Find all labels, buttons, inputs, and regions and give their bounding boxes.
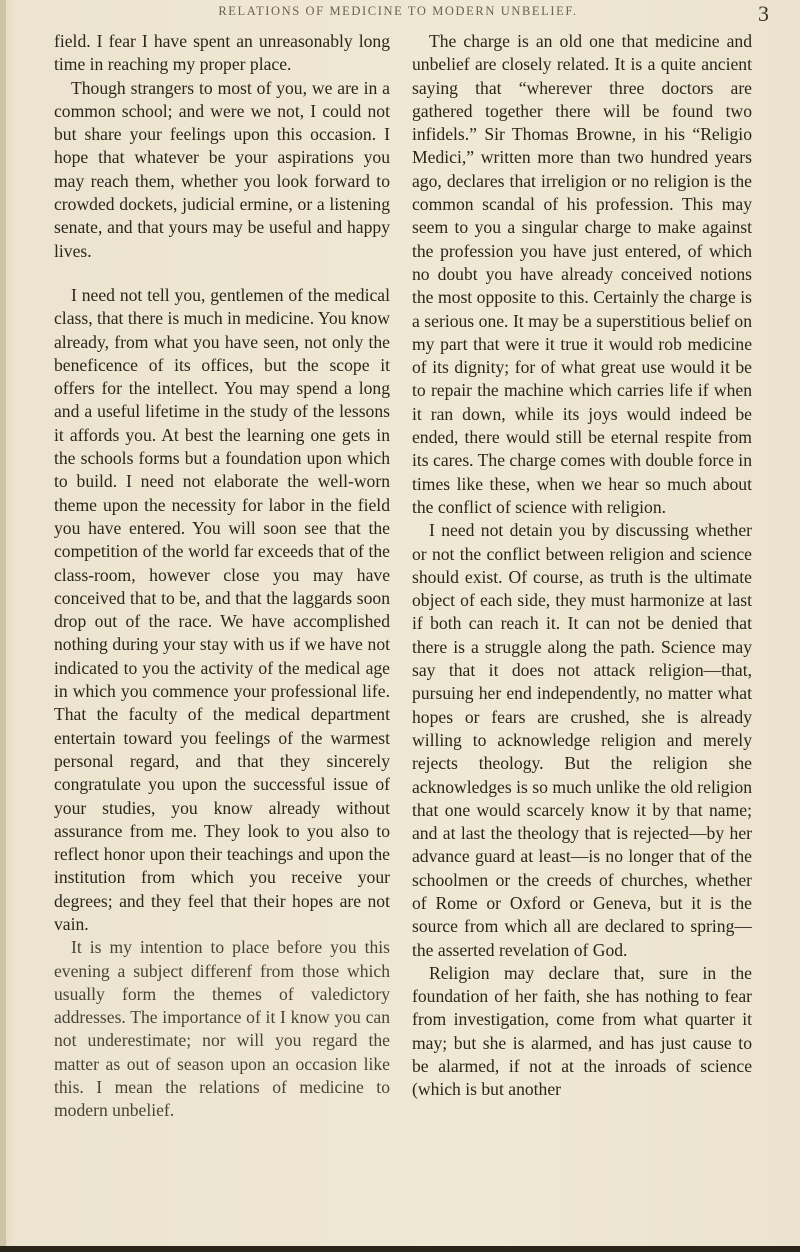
paragraph: I need not detain you by discussing whether or not the conflict between religion and science should exist. Of course, as truth is the ultimate object of each side, they must harmonize at last if both can reach it. It can not be denied that there is a struggle along the path. Science may say that it does not attack religion—that, pursuing her end independently, no matter what hopes or fears are crushed, she is already willing to acknowledge religion and merely rejects theology. But the religion she acknowledges is so much unlike the old religion that one would scarcely know it by that name; and at last the theology that is rejected—by her advance guard at least—is no longer that of the schoolmen or the creeds of churches, whether of Rome or Oxford or Geneva, but it is the source from which all are declared to spring—the asserted revelation of God. bbox=[412, 520, 752, 960]
paragraph: Though strangers to most of you, we are in a common school; and were we not, I could not but share your feelings upon this occasion. I hope that whatever be your aspirations you may reach them, whether you look forward to crowded dockets, judicial ermine, or a listening senate, and that yours may be useful and happy lives. bbox=[54, 77, 390, 261]
paragraph: field. I fear I have spent an unreasonably long time in reaching my proper place. bbox=[54, 31, 390, 75]
paragraph: It is my intention to place before you this evening a subject differenf from those which usually form the themes of valedictory addresses. The importance of it I know you can not underestimate; nor will you regard the matter as out of season upon an occasion like this. I mean the relations of medicine to modern unbelief. bbox=[54, 937, 390, 1121]
bottom-border bbox=[0, 1246, 800, 1252]
left-column bbox=[54, 30, 390, 1123]
page-gutter bbox=[0, 0, 6, 1252]
page-number: 3 bbox=[758, 1, 769, 26]
running-header: RELATIONS OF MEDICINE TO MODERN UNBELIEF. bbox=[218, 4, 578, 18]
paragraph: I need not tell you, gentlemen of the medical class, that there is much in medicine. You know already, from what you have seen, not only the beneficence of its offices, but the scope it offers for the intellect. You may spend a long and a useful lifetime in the study of the lessons it affords you. At best the learning one gets in the schools forms but a foundation upon which to build. I need not elaborate the well-worn theme upon the necessity for labor in the field you have entered. You will soon see that the competition of the world far exceeds that of the class-room, however close you may have conceived that to be, and that the laggards soon drop out of the race. We have accomplished nothing during your stay with us if we have not indicated to you the activity of the medical age in which you commence your professional life. That the faculty of the medical department entertain toward you feelings of the warmest personal regard, and that they sincerely congratulate you upon the successful issue of your studies, you know already without assurance from me. They look to you also to reflect honor upon their teachings and upon the institution from which you receive your degrees; and they feel that their hopes are not vain. bbox=[54, 284, 390, 934]
paragraph: Religion may declare that, sure in the foundation of her faith, she has nothing to fear from investigation, come from what quarter it may; but she is alarmed, and has just cause to be alarmed, if not at the inroads of science (which is but another bbox=[412, 962, 752, 1100]
paragraph: The charge is an old one that medicine and unbelief are closely related. It is a quite ancient saying that “wherever three doctors are gathered together there will be found two infidels.” Sir Thomas Browne, in his “Religio Medici,” written more than two hundred years ago, declares that irreligion or no religion is the common scandal of his profession. This may seem to you a singular charge to make against the profession you have just entered, of which no doubt you have already conceived notions the most opposite to this. Certainly the charge is a serious one. It may be a superstitious belief on my part that were it true it would rob medicine of its dignity; for of what great use would it be to repair the machine which carries life if when it ran down, while its joys would indeed be ended, there would still be eternal respite from its cares. The charge comes with double force in times like these, when we hear so much about the conflict of science with religion. bbox=[412, 31, 752, 517]
right-column bbox=[412, 30, 752, 1102]
